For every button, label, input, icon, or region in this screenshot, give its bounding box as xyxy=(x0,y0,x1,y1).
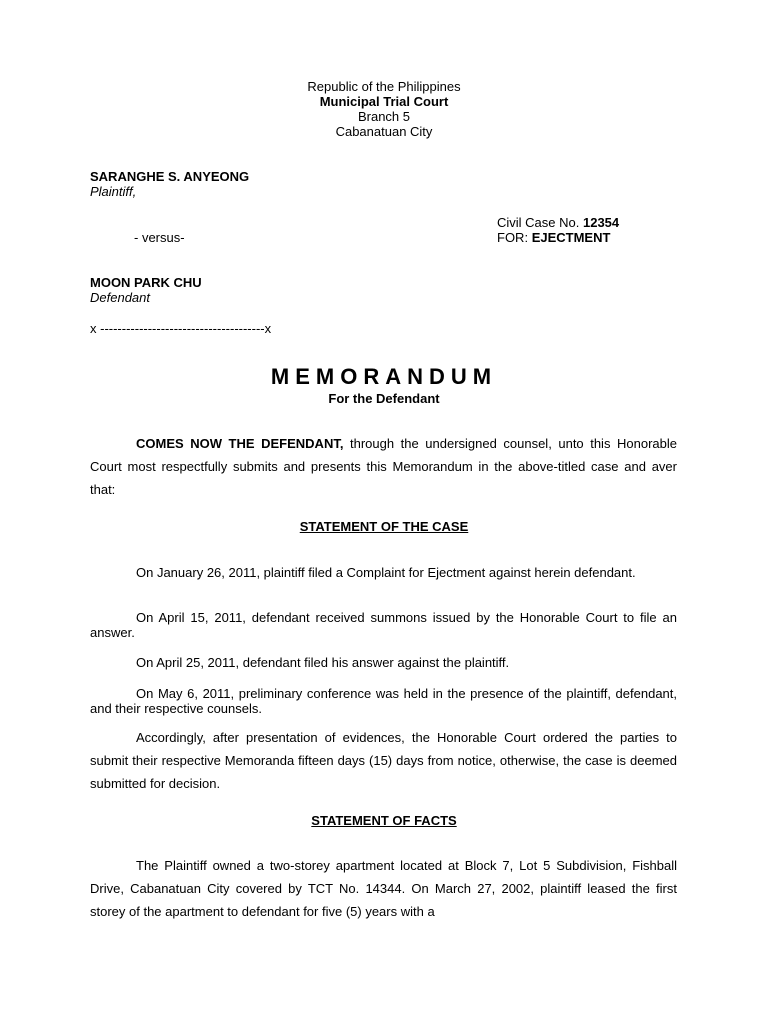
case-paragraph xyxy=(90,686,677,716)
case-paragraph xyxy=(90,726,677,795)
case-nature-label: FOR: xyxy=(497,230,529,245)
caption-separator: x --------------------------------------x xyxy=(90,321,272,336)
document-subtitle: For the Defendant xyxy=(328,391,440,406)
versus-text: - versus- xyxy=(134,230,185,245)
plaintiff-role: Plaintiff, xyxy=(90,184,137,199)
header-city: Cabanatuan City xyxy=(335,124,433,139)
case-number-line xyxy=(497,215,619,230)
header-court: Municipal Trial Court xyxy=(319,94,449,109)
facts-paragraph xyxy=(90,854,677,923)
case-paragraph-text: On May 6, 2011, preliminary conference was held in the presence of the plaintiff, defendant, and their respective counsels. xyxy=(90,686,677,716)
case-number-label: Civil Case No. xyxy=(497,215,580,230)
case-paragraph xyxy=(90,565,677,580)
case-paragraph-text: On April 25, 2011, defendant filed his answer against the plaintiff. xyxy=(136,655,510,670)
heading-statement-of-case: STATEMENT OF THE CASE xyxy=(299,519,469,534)
document-title: MEMORANDUM xyxy=(270,364,498,389)
header-republic: Republic of the Philippines xyxy=(307,79,461,94)
case-number-value: 12354 xyxy=(582,215,620,230)
defendant-name: MOON PARK CHU xyxy=(90,275,202,290)
defendant-role: Defendant xyxy=(90,290,150,305)
plaintiff-name: SARANGHE S. ANYEONG xyxy=(90,169,250,184)
case-paragraph-text: Accordingly, after presentation of evidences, the Honorable Court ordered the parties to submit their respective Memoranda fifteen days (15) days from notice, otherwise, the case is deemed submitted for decision. xyxy=(90,730,677,791)
facts-paragraph-text: The Plaintiff owned a two-storey apartment located at Block 7, Lot 5 Subdivision, Fishball Drive, Cabanatuan City covered by TCT No. 14344. On March 27, 2002, plaintiff leased the first storey of the apartment to defendant for five (5) years with a xyxy=(90,858,677,919)
intro-paragraph xyxy=(90,432,677,501)
header-branch: Branch 5 xyxy=(357,109,411,124)
court-header xyxy=(0,79,768,139)
intro-lead: COMES NOW THE DEFENDANT, xyxy=(136,436,344,451)
case-paragraph xyxy=(90,655,677,670)
case-nature-line xyxy=(497,230,610,245)
case-paragraph-text: On April 15, 2011, defendant received summons issued by the Honorable Court to file an answer. xyxy=(90,610,677,640)
case-paragraph-text: On January 26, 2011, plaintiff filed a Complaint for Ejectment against herein defendant. xyxy=(136,565,636,580)
case-nature-value: EJECTMENT xyxy=(531,230,611,245)
heading-statement-of-facts: STATEMENT OF FACTS xyxy=(311,813,457,828)
case-paragraph xyxy=(90,610,677,640)
intro-text: through the undersigned counsel, unto this Honorable Court most respectfully submits and presents this Memorandum in the above-titled case and aver that: xyxy=(90,436,677,497)
